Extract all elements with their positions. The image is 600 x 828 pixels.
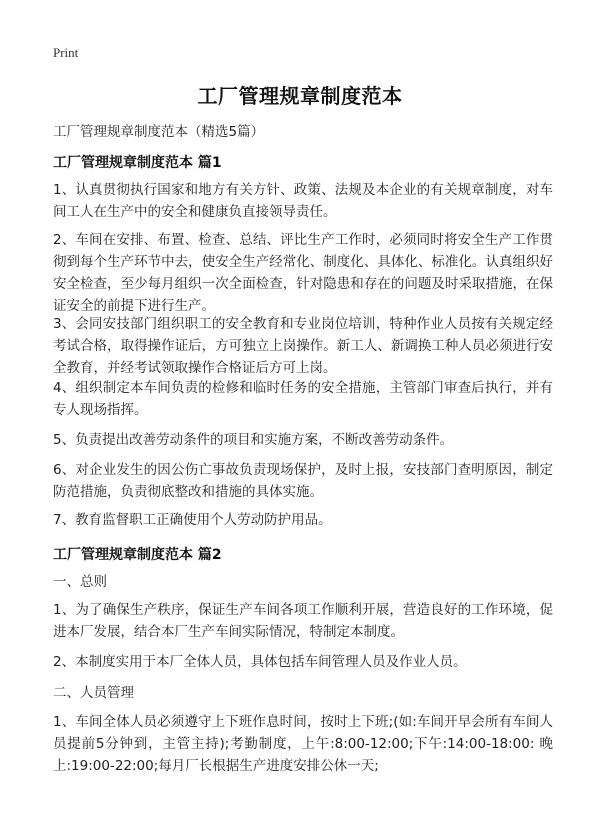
section-heading-1: 工厂管理规章制度范本 篇1 bbox=[53, 155, 222, 171]
paragraph-2-1: 1、为了确保生产秩序，保证生产车间各项工作顺利开展，营造良好的工作环境，促进本厂发展，结合本厂生产车间实际情况，特制定本制度。 bbox=[53, 602, 553, 640]
document-subtitle: 工厂管理规章制度范本（精选5篇） bbox=[53, 124, 265, 140]
paragraph-1-5: 5、负责提出改善劳动条件的项目和实施方案，不断改善劳动条件。 bbox=[53, 432, 454, 448]
paragraph-2-2: 2、本制度实用于本厂全体人员，具体包括车间管理人员及作业人员。 bbox=[53, 654, 467, 670]
paragraph-1-3: 3、会同安技部门组织职工的安全教育和专业岗位培训，特种作业人员按有关规定经考试合格，取得操作证后，方可独立上岗操作。新工人、新调换工种人员必须进行安全教育，并经考试领取操作合格证后方可上岗。 bbox=[53, 316, 553, 376]
paragraph-1-7: 7、教育监督职工正确使用个人劳动防护用品。 bbox=[53, 512, 332, 528]
paragraph-1-1: 1、认真贯彻执行国家和地方有关方针、政策、法规及本企业的有关规章制度，对车间工人在生产中的安全和健康负直接领导责任。 bbox=[53, 182, 553, 220]
part-heading-personnel: 二、人员管理 bbox=[53, 685, 134, 701]
part-heading-general: 一、总则 bbox=[53, 574, 107, 590]
paragraph-1-4: 4、组织制定本车间负责的检修和临时任务的安全措施，主管部门审查后执行，并有专人现场指挥。 bbox=[53, 380, 553, 418]
document-title: 工厂管理规章制度范本 bbox=[197, 84, 403, 108]
paragraph-1-6: 6、对企业发生的因公伤亡事故负责现场保护，及时上报，安技部门查明原因，制定防范措施，负责彻底整改和措施的具体实施。 bbox=[53, 462, 553, 500]
paragraph-2-3: 1、车间全体人员必须遵守上下班作息时间，按时上下班;(如:车间开早会所有车间人员提前5分钟到，主管主持);考勤制度，上午:8:00-12:00;下午:14:00-18:00: 晚上:19:00-22:00;每月厂长根据生产进度安排公休一天; bbox=[53, 714, 553, 774]
paragraph-1-2: 2、车间在安排、布置、检查、总结、评比生产工作时，必须同时将安全生产工作贯彻到每个生产环节中去，使安全生产经常化、制度化、具体化、标准化。认真组织好安全检查，至少每月组织一次全面检查，针对隐患和存在的问题及时采取措施，在保证安全的前提下进行生产。 bbox=[53, 232, 553, 314]
print-label[interactable]: Print bbox=[53, 45, 79, 60]
section-heading-2: 工厂管理规章制度范本 篇2 bbox=[53, 547, 222, 563]
